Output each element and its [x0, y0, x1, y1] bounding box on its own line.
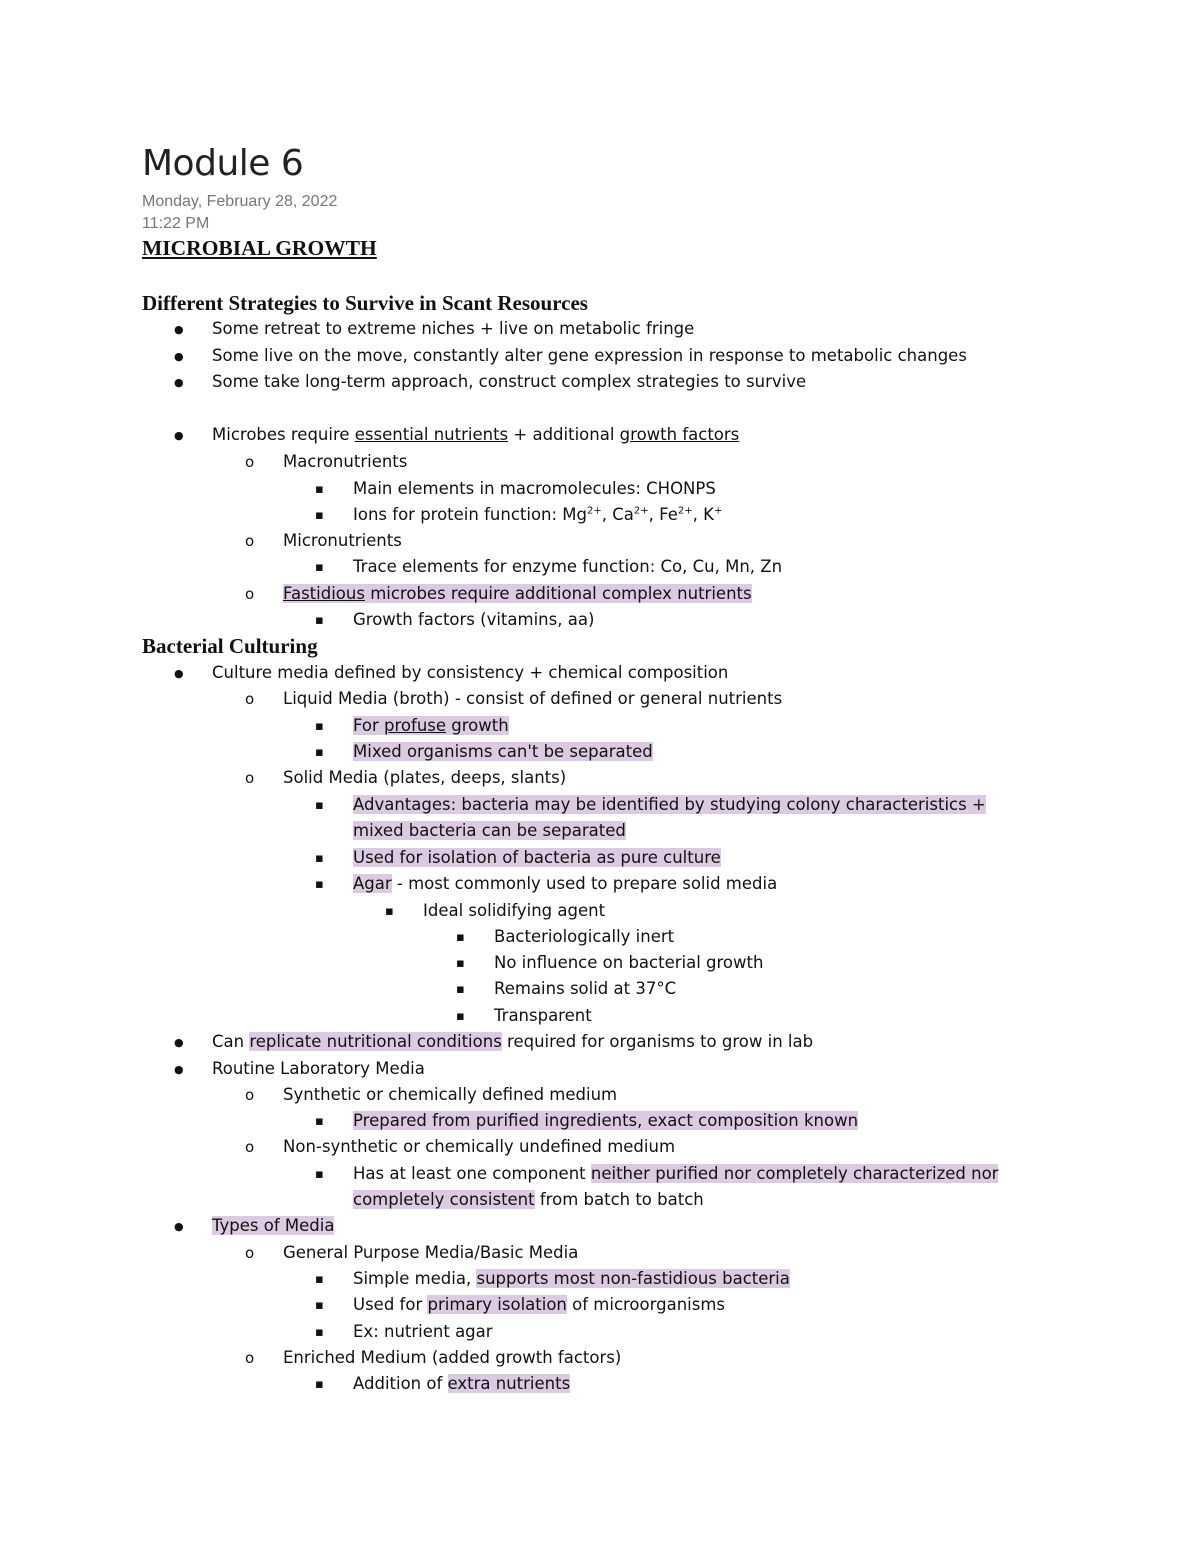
highlighted-text: extra nutrients: [447, 1374, 571, 1393]
square-bullet-icon: [315, 476, 324, 503]
highlighted-text: For profuse growth: [353, 716, 509, 735]
circle-bullet-icon: [245, 686, 254, 713]
list-item: ▪ Main elements in macromolecules: CHONPS: [353, 476, 716, 502]
square-bullet-icon: [315, 1161, 324, 1188]
list-item: [212, 1213, 334, 1239]
circle-bullet-icon: [245, 1345, 254, 1372]
list-item: o Non-synthetic or chemically undefined medium: [283, 1134, 675, 1160]
highlighted-text: replicate nutritional conditions: [249, 1032, 502, 1051]
list-item: [353, 1108, 858, 1134]
list-item: ▪ Trace elements for enzyme function: Co, Cu, Mn, Zn: [353, 554, 782, 580]
highlighted-text: supports most non-fastidious bacteria: [476, 1269, 790, 1288]
square-bullet-icon: [456, 950, 465, 977]
circle-bullet-icon: [245, 765, 254, 792]
list-item: ▪ Bacteriologically inert: [494, 924, 674, 950]
square-bullet-icon: [385, 898, 394, 925]
square-bullet-icon: [456, 924, 465, 951]
square-bullet-icon: [315, 845, 324, 872]
circle-bullet-icon: [245, 1240, 254, 1267]
square-bullet-icon: [315, 1371, 324, 1398]
square-bullet-icon: [456, 976, 465, 1003]
underlined-term: essential nutrients: [354, 425, 509, 444]
list-item: ● Some take long-term approach, construct complex strategies to survive: [212, 369, 806, 395]
list-item-continuation: completely consistent from batch to batch: [353, 1190, 704, 1209]
highlighted-text: Prepared from purified ingredients, exact composition known: [353, 1111, 859, 1130]
highlighted-text: completely consistent: [353, 1190, 535, 1209]
bullet-icon: [174, 660, 184, 687]
list-item: ▪ Remains solid at 37°C: [494, 976, 676, 1002]
note-date: Monday, February 28, 2022: [142, 193, 338, 210]
highlighted-text: mixed bacteria can be separated: [353, 821, 626, 840]
square-bullet-icon: [315, 554, 324, 581]
highlighted-text: Used for isolation of bacteria as pure culture: [353, 848, 721, 867]
circle-bullet-icon: [245, 1082, 254, 1109]
highlighted-text: Mixed organisms can't be separated: [353, 742, 653, 761]
bullet-icon: [174, 422, 184, 449]
list-item: [353, 792, 986, 818]
list-item: ▪ Ex: nutrient agar: [353, 1319, 493, 1345]
highlighted-text: Fastidious microbes require additional complex nutrients: [283, 584, 752, 603]
square-bullet-icon: [315, 1319, 324, 1346]
list-item: ▪ Simple media, supports most non-fastidious bacteria: [353, 1266, 790, 1292]
bullet-icon: [174, 343, 184, 370]
list-item: ● Culture media defined by consistency + chemical composition: [212, 660, 728, 686]
square-bullet-icon: [315, 713, 324, 740]
list-item: [353, 739, 653, 765]
bullet-icon: [174, 1056, 184, 1083]
list-item: o Liquid Media (broth) - consist of defined or general nutrients: [283, 686, 782, 712]
list-item: ▪ Ideal solidifying agent: [423, 898, 605, 924]
highlighted-text: Types of Media: [212, 1216, 335, 1235]
circle-bullet-icon: [245, 581, 254, 608]
square-bullet-icon: [315, 792, 324, 819]
square-bullet-icon: [315, 1266, 324, 1293]
list-item: ▪ Growth factors (vitamins, aa): [353, 607, 594, 633]
list-item: o Micronutrients: [283, 528, 402, 554]
note-time: 11:22 PM: [142, 215, 210, 232]
highlighted-text: Advantages: bacteria may be identified by studying colony characteristics +: [353, 795, 986, 814]
list-item: ▪ No influence on bacterial growth: [494, 950, 763, 976]
list-item: ● Microbes require essential nutrients + additional growth factors: [212, 422, 739, 448]
square-bullet-icon: [315, 739, 324, 766]
list-item: ▪ Ions for protein function: $Mg^{2+}$, $Ca^{2+}$, $Fe^{2+}$, K+: [353, 502, 722, 528]
list-item: ● Can replicate nutritional conditions required for organisms to grow in lab: [212, 1029, 813, 1055]
page-title: Module 6: [142, 143, 304, 184]
list-item: [353, 845, 721, 871]
highlighted-text: Agar: [353, 874, 392, 893]
bullet-icon: [174, 1029, 184, 1056]
square-bullet-icon: [315, 871, 324, 898]
section-heading-strategies: Different Strategies to Survive in Scant Resources: [142, 291, 588, 315]
list-item: ▪ Transparent: [494, 1003, 592, 1029]
list-item: o General Purpose Media/Basic Media: [283, 1240, 578, 1266]
circle-bullet-icon: [245, 449, 254, 476]
underlined-term: growth factors: [619, 425, 740, 444]
bullet-icon: [174, 369, 184, 396]
list-item: ● Routine Laboratory Media: [212, 1056, 425, 1082]
list-item: [353, 713, 509, 739]
list-item: o Synthetic or chemically defined medium: [283, 1082, 617, 1108]
main-heading: MICROBIAL GROWTH: [142, 236, 377, 260]
list-item: ● Some retreat to extreme niches + live on metabolic fringe: [212, 316, 694, 342]
square-bullet-icon: [315, 1292, 324, 1319]
bullet-icon: [174, 1213, 184, 1240]
square-bullet-icon: [315, 607, 324, 634]
circle-bullet-icon: [245, 528, 254, 555]
square-bullet-icon: [315, 502, 324, 529]
list-item: ▪ Addition of extra nutrients: [353, 1371, 570, 1397]
list-item: ▪ Agar - most commonly used to prepare solid media: [353, 871, 777, 897]
circle-bullet-icon: [245, 1134, 254, 1161]
highlighted-text: primary isolation: [427, 1295, 567, 1314]
list-item: o Macronutrients: [283, 449, 407, 475]
list-item-continuation: [353, 818, 626, 844]
bullet-icon: [174, 316, 184, 343]
list-item: ▪ Has at least one component neither purified nor completely characterized nor: [353, 1161, 998, 1187]
list-item: o Enriched Medium (added growth factors): [283, 1345, 621, 1371]
highlighted-text: neither purified nor completely characterized nor: [590, 1164, 999, 1183]
list-item: ▪ Used for primary isolation of microorganisms: [353, 1292, 725, 1318]
section-heading-culturing: Bacterial Culturing: [142, 634, 318, 658]
square-bullet-icon: [315, 1108, 324, 1135]
list-item: o Solid Media (plates, deeps, slants): [283, 765, 566, 791]
square-bullet-icon: [456, 1003, 465, 1030]
list-item: [283, 581, 752, 607]
list-item: ● Some live on the move, constantly alter gene expression in response to metabolic changes: [212, 343, 967, 369]
